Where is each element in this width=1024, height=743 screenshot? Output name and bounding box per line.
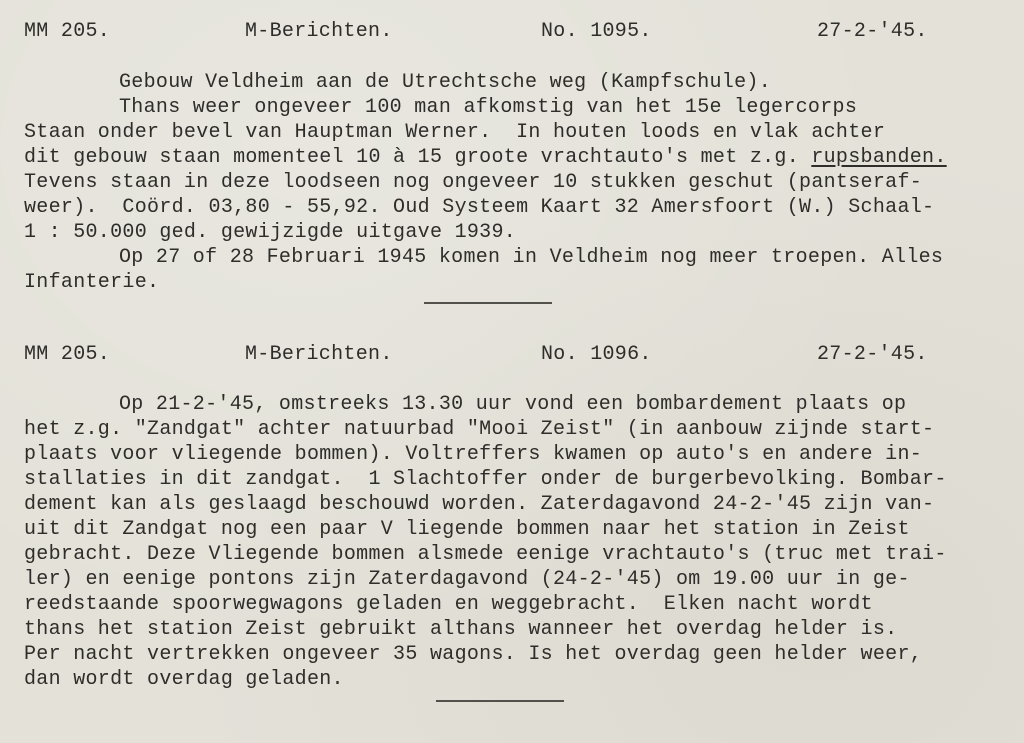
report2-line-5: dement kan als geslaagd beschouwd worden. Zaterdagavond 24-2-'45 zijn van-	[24, 493, 935, 516]
report2-line-8: ler) en eenige pontons zijn Zaterdagavond (24-2-'45) om 19.00 uur in ge-	[24, 568, 910, 591]
separator-1	[424, 302, 552, 304]
report1-line-3: Staan onder bevel van Hauptman Werner. In houten loods en vlak achter	[24, 121, 886, 144]
report2-line-10: thans het station Zeist gebruikt althans wanneer het overdag helder is.	[24, 618, 898, 641]
report2-date: 27-2-'45.	[817, 343, 928, 366]
report2-line-12: dan wordt overdag geladen.	[24, 668, 344, 691]
report2-line-4: stallaties in dit zandgat. 1 Slachtoffer onder de burgerbevolking. Bombar-	[24, 468, 947, 491]
report1-line-4-text: dit gebouw staan momenteel 10 à 15 groote vrachtauto's met z.g.	[24, 146, 812, 169]
report1-line-8: Op 27 of 28 Februari 1945 komen in Veldheim nog meer troepen. Alles	[119, 246, 944, 269]
report2-line-3: plaats voor vliegende bommen). Voltreffers kwamen op auto's en andere in-	[24, 443, 923, 466]
report2-line-6: uit dit Zandgat nog een paar V liegende bommen naar het station in Zeist	[24, 518, 910, 541]
report1-type: M-Berichten.	[245, 20, 393, 43]
report1-code: MM 205.	[24, 20, 111, 43]
report2-line-7: gebracht. Deze Vliegende bommen alsmede eenige vrachtauto's (truc met trai-	[24, 543, 947, 566]
report1-date: 27-2-'45.	[817, 20, 928, 43]
report1-number: No. 1095.	[541, 20, 652, 43]
report1-line-4	[24, 146, 947, 170]
report1-underlined-word: rupsbanden.	[811, 146, 947, 169]
report2-line-1: Op 21-2-'45, omstreeks 13.30 uur vond een bombardement plaats op	[119, 393, 907, 416]
report1-line-1: Gebouw Veldheim aan de Utrechtsche weg (Kampfschule).	[119, 71, 772, 94]
report1-line-7: 1 : 50.000 ged. gewijzigde uitgave 1939.	[24, 221, 517, 244]
report2-line-9: reedstaande spoorwegwagons geladen en weggebracht. Elken nacht wordt	[24, 593, 873, 616]
report2-code: MM 205.	[24, 343, 111, 366]
report2-type: M-Berichten.	[245, 343, 393, 366]
report1-line-9: Infanterie.	[24, 271, 160, 294]
report2-line-11: Per nacht vertrekken ongeveer 35 wagons. Is het overdag geen helder weer,	[24, 643, 923, 666]
report1-line-6: weer). Coörd. 03,80 - 55,92. Oud Systeem Kaart 32 Amersfoort (W.) Schaal-	[24, 196, 935, 219]
report1-line-2: Thans weer ongeveer 100 man afkomstig van het 15e legercorps	[119, 96, 858, 119]
separator-2	[436, 700, 564, 702]
report2-line-2: het z.g. "Zandgat" achter natuurbad "Mooi Zeist" (in aanbouw zijnde start-	[24, 418, 935, 441]
report2-number: No. 1096.	[541, 343, 652, 366]
report1-line-5: Tevens staan in deze loodseen nog ongeveer 10 stukken geschut (pantseraf-	[24, 171, 923, 194]
